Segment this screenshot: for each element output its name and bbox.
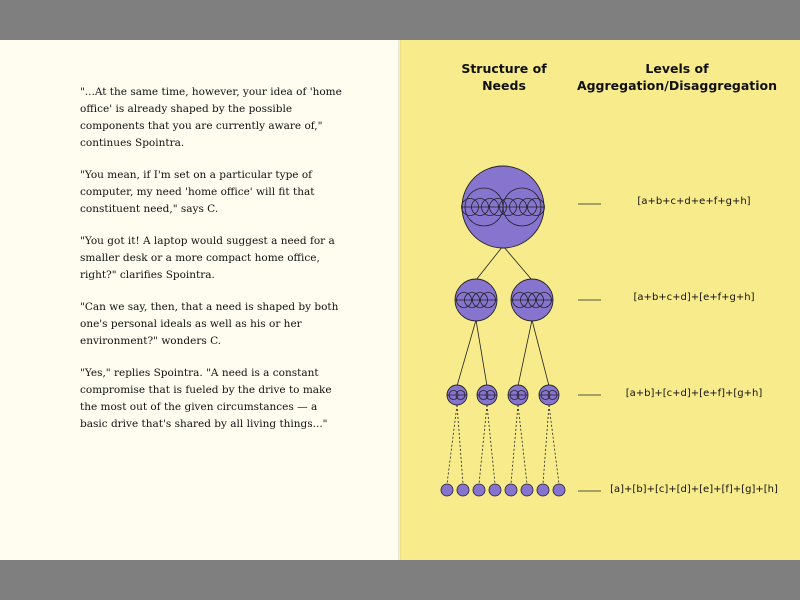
tree-link-dashed (457, 405, 463, 484)
node-level-4 (457, 484, 469, 496)
tree-link-dashed (487, 405, 495, 484)
tree-link-dashed (543, 405, 549, 484)
paragraph: "...At the same time, however, your idea of 'home office' is already shaped by the possible components that you are currently aware of," continues Spointra. (80, 86, 342, 149)
tree-link (476, 320, 487, 386)
node-level-4 (505, 484, 517, 496)
paragraph: "Yes," replies Spointra. "A need is a constant compromise that is fueled by the drive to make the most out of the given circumstances — a basic drive that's shared by all living things..." (80, 367, 332, 430)
level-expression-2: [a+b+c+d]+[e+f+g+h] (633, 292, 755, 303)
tree-link-dashed (549, 405, 559, 484)
node-level-4 (553, 484, 565, 496)
dialogue-text (80, 84, 342, 448)
paragraph: "Can we say, then, that a need is shaped by both one's personal ideals as well as his or her environment?" wonders C. (80, 301, 339, 347)
heading-line: Levels of (645, 61, 709, 76)
tree-link (457, 320, 476, 386)
level-expression-3: [a+b]+[c+d]+[e+f]+[g+h] (625, 388, 763, 399)
node-level-4 (441, 484, 453, 496)
paragraph: "You mean, if I'm set on a particular type of computer, my need 'home office' will fit that constituent need," says C. (80, 169, 315, 215)
level-expression-1: [a+b+c+d+e+f+g+h] (637, 196, 751, 207)
tree-link-dashed (511, 405, 518, 484)
heading-line: Structure of (461, 61, 547, 76)
paragraph: "You got it! A laptop would suggest a need for a smaller desk or a more compact home office, right?" clarifies Spointra. (80, 235, 335, 281)
heading-line: Needs (482, 78, 526, 93)
tree-link-dashed (479, 405, 487, 484)
tree-link (518, 320, 532, 386)
tree-link (476, 246, 503, 280)
tree-link (503, 246, 532, 280)
heading-line: Aggregation/Disaggregation (576, 78, 778, 93)
tree-link (532, 320, 549, 386)
node-level-4 (473, 484, 485, 496)
node-level-4 (489, 484, 501, 496)
node-level-4 (537, 484, 549, 496)
level-expression-4: [a]+[b]+[c]+[d]+[e]+[f]+[g]+[h] (610, 484, 778, 495)
tree-link-dashed (518, 405, 527, 484)
tree-link-dashed (447, 405, 457, 484)
node-level-4 (521, 484, 533, 496)
